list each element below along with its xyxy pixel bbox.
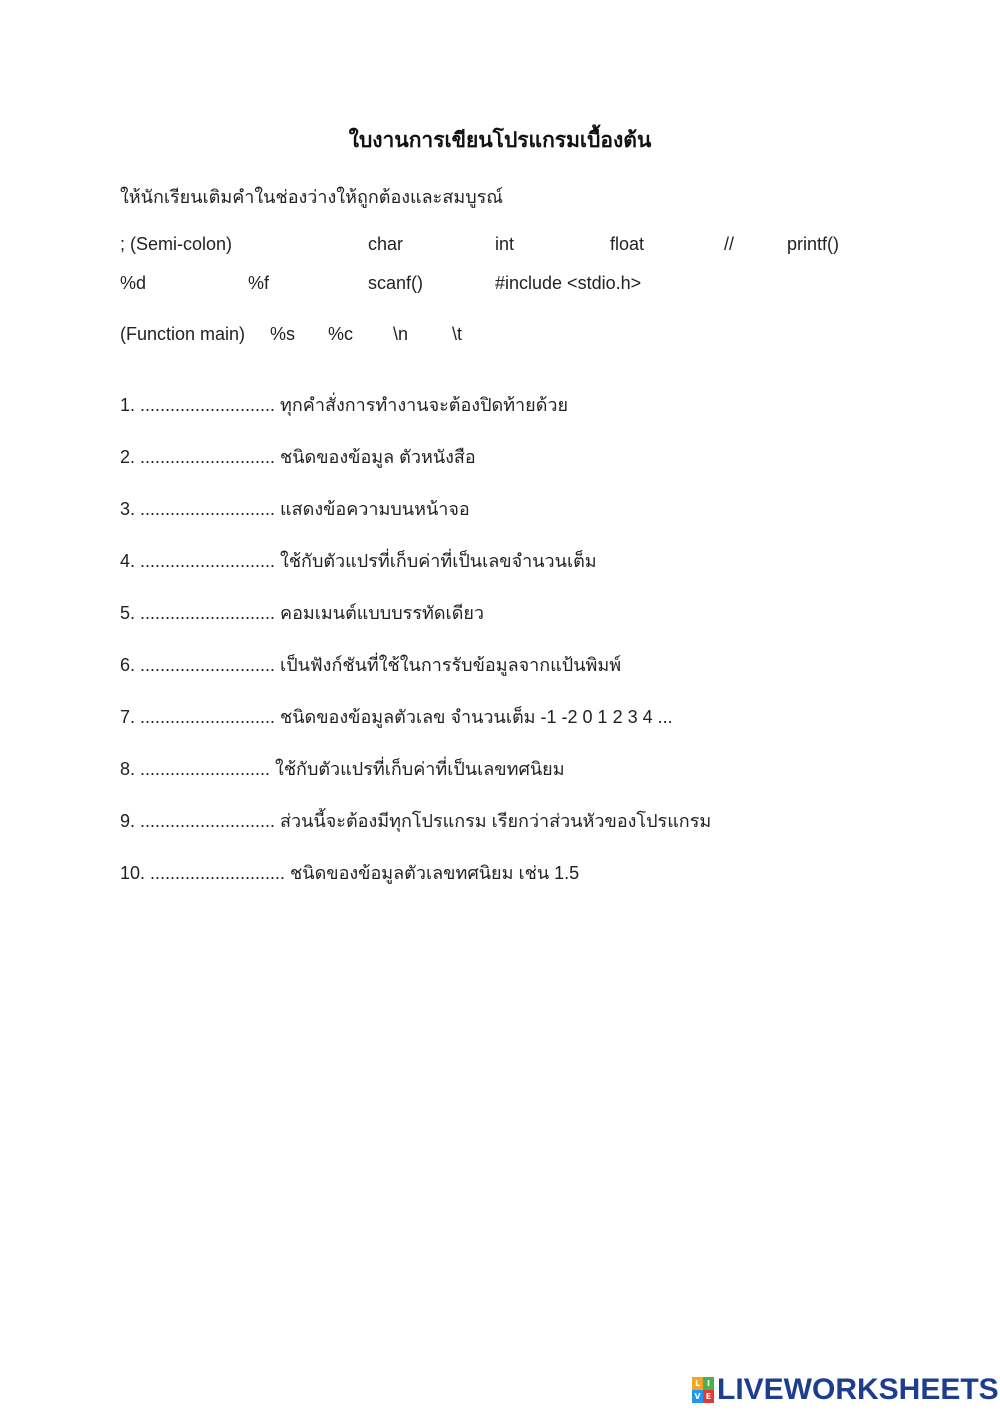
word-bank-item: printf() bbox=[787, 234, 840, 254]
question-list bbox=[120, 392, 711, 912]
question-item[interactable]: 10. ........................... ชนิดของข้อมูลตัวเลขทศนิยม เช่น 1.5 bbox=[120, 863, 580, 883]
word-bank-row-3 bbox=[0, 324, 1000, 350]
liveworksheets-logo bbox=[692, 1374, 999, 1406]
word-bank-item: int bbox=[495, 234, 515, 254]
logo-tile: L bbox=[692, 1377, 703, 1390]
word-bank-row-1 bbox=[0, 234, 1000, 260]
word-bank-item: ; (Semi-colon) bbox=[120, 234, 233, 254]
word-bank-item: (Function main) bbox=[120, 324, 246, 344]
logo-tile: E bbox=[703, 1390, 714, 1403]
word-bank-item: %c bbox=[328, 324, 354, 344]
question-item[interactable]: 1. ........................... ทุกคำสั่งการทำงานจะต้องปิดท้ายด้วย bbox=[120, 395, 569, 415]
word-bank-row-2 bbox=[0, 273, 1000, 299]
word-bank-item: \n bbox=[393, 324, 409, 344]
logo-tile: V bbox=[692, 1390, 703, 1403]
question-item[interactable]: 8. .......................... ใช้กับตัวแปรที่เก็บค่าที่เป็นเลขทศนิยม bbox=[120, 759, 565, 779]
logo-tile: I bbox=[703, 1377, 714, 1390]
question-item[interactable]: 5. ........................... คอมเมนต์แบบบรรทัดเดียว bbox=[120, 603, 485, 623]
word-bank-item: %d bbox=[120, 273, 147, 293]
logo-grid-icon bbox=[692, 1377, 714, 1403]
instruction-text: ให้นักเรียนเติมคำในช่องว่างให้ถูกต้องและสมบูรณ์ bbox=[120, 187, 503, 207]
question-item[interactable]: 6. ........................... เป็นฟังก์ชันที่ใช้ในการรับข้อมูลจากแป้นพิมพ์ bbox=[120, 655, 622, 675]
question-item[interactable]: 9. ........................... ส่วนนี้จะต้องมีทุกโปรแกรม เรียกว่าส่วนหัวของโปรแกรม bbox=[120, 811, 712, 831]
word-bank-item: %f bbox=[248, 273, 270, 293]
word-bank-item: #include <stdio.h> bbox=[495, 273, 642, 293]
word-bank-item: %s bbox=[270, 324, 296, 344]
word-bank-item: float bbox=[610, 234, 645, 254]
word-bank-item: // bbox=[724, 234, 735, 254]
question-item[interactable]: 7. ........................... ชนิดของข้อมูลตัวเลข จำนวนเต็ม -1 -2 0 1 2 3 4 ... bbox=[120, 707, 673, 727]
worksheet-title: ใบงานการเขียนโปรแกรมเบื้องต้น bbox=[348, 129, 652, 152]
question-item[interactable]: 4. ........................... ใช้กับตัวแปรที่เก็บค่าที่เป็นเลขจำนวนเต็ม bbox=[120, 551, 597, 571]
logo-text: LIVEWORKSHEETS bbox=[717, 1373, 999, 1406]
question-item[interactable]: 3. ........................... แสดงข้อความบนหน้าจอ bbox=[120, 499, 470, 519]
word-bank-item: scanf() bbox=[368, 273, 424, 293]
word-bank-item: \t bbox=[452, 324, 463, 344]
word-bank-item: char bbox=[368, 234, 404, 254]
question-item[interactable]: 2. ........................... ชนิดของข้อมูล ตัวหนังสือ bbox=[120, 447, 476, 467]
